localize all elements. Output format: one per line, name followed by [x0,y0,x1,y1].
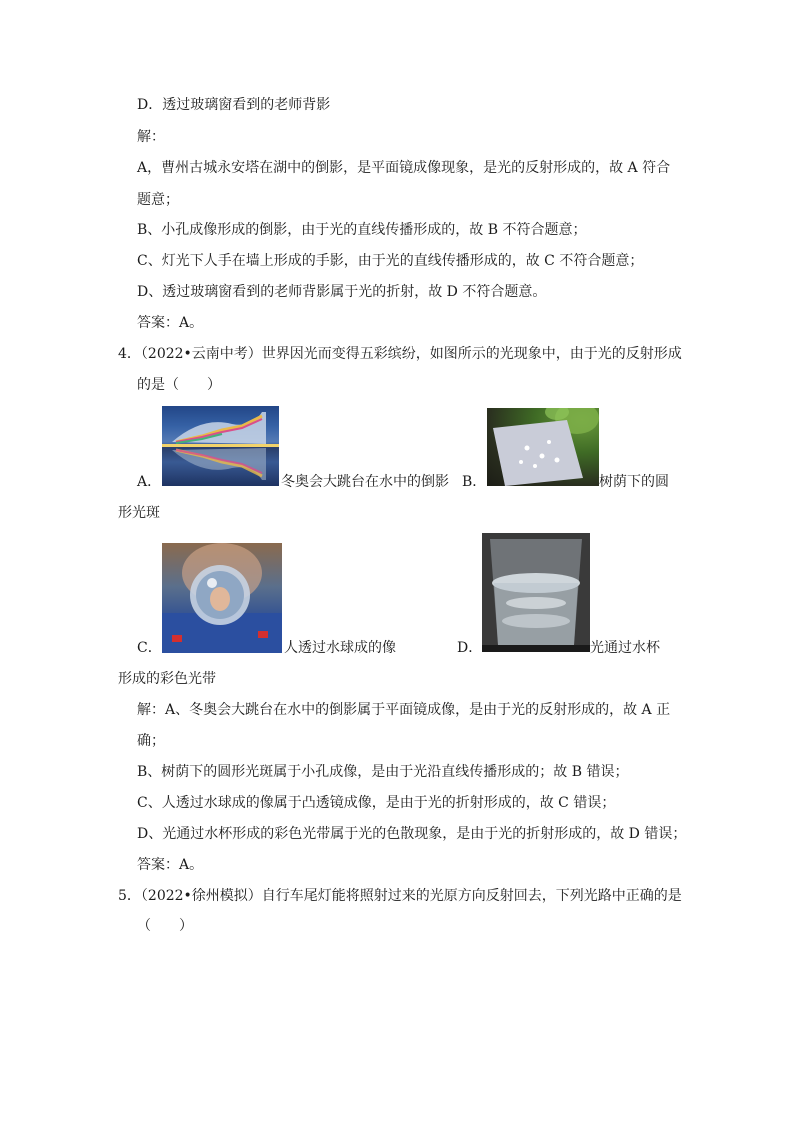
solution-label: 解： [137,129,165,145]
option-c-text: 人透过水球成的像 [284,640,396,656]
water-glass-image [482,533,590,652]
solution-line: C、灯光下人手在墙上形成的手影，由于光的直线传播形成的，故 C 不符合题意； [137,253,644,269]
option-d-letter: D． [457,640,483,656]
solution-line: A，曹州古城永安塔在湖中的倒影，是平面镜成像现象，是光的反射形成的，故 A 符合 [137,160,671,176]
solution-line: D、透过玻璃窗看到的老师背影属于光的折射，故 D 不符合题意。 [137,284,547,300]
option-d-prev: D．透过玻璃窗看到的老师背影 [137,97,331,113]
answer-line: 答案：A。 [137,857,204,873]
option-b-letter: B． [462,474,487,490]
option-a-text: 冬奥会大跳台在水中的倒影 [281,474,449,490]
option-b-text: 树荫下的圆 [599,474,669,490]
tree-shade-light-spots-image [487,408,599,486]
solution-line: C、人透过水球成的像属于凸透镜成像，是由于光的折射形成的，故 C 错误； [137,795,616,811]
option-d-text: 光通过水杯 [590,640,660,656]
question-5-cont: （ ） [137,918,193,934]
option-a-letter: A． [137,474,162,490]
question-4-cont: 的是（ ） [137,377,221,393]
answer-line: 答案：A。 [137,315,204,331]
question-4: 4．（2022•云南中考）世界因光而变得五彩缤纷，如图所示的光现象中，由于光的反射形成 [118,346,682,362]
solution-line: 确； [137,733,165,749]
option-b-text-cont: 形光斑 [118,505,160,521]
option-d-text-cont: 形成的彩色光带 [118,671,216,687]
solution-line: B、小孔成像形成的倒影，由于光的直线传播形成的，故 B 不符合题意； [137,222,587,238]
solution-line: B、树荫下的圆形光斑属于小孔成像，是由于光沿直线传播形成的；故 B 错误； [137,764,629,780]
question-5: 5．（2022•徐州模拟）自行车尾灯能将照射过来的光原方向反射回去，下列光路中正确的是 [118,888,682,904]
option-c-letter: C． [137,640,162,656]
solution-line: 题意； [137,192,179,208]
solution-line: 解：A、冬奥会大跳台在水中的倒影属于平面镜成像，是由于光的反射形成的，故 A 正 [137,702,671,718]
solution-line: D、光通过水杯形成的彩色光带属于光的色散现象，是由于光的折射形成的，故 D 错误； [137,826,687,842]
ski-jump-reflection-image [162,406,279,486]
water-ball-image [162,543,282,653]
